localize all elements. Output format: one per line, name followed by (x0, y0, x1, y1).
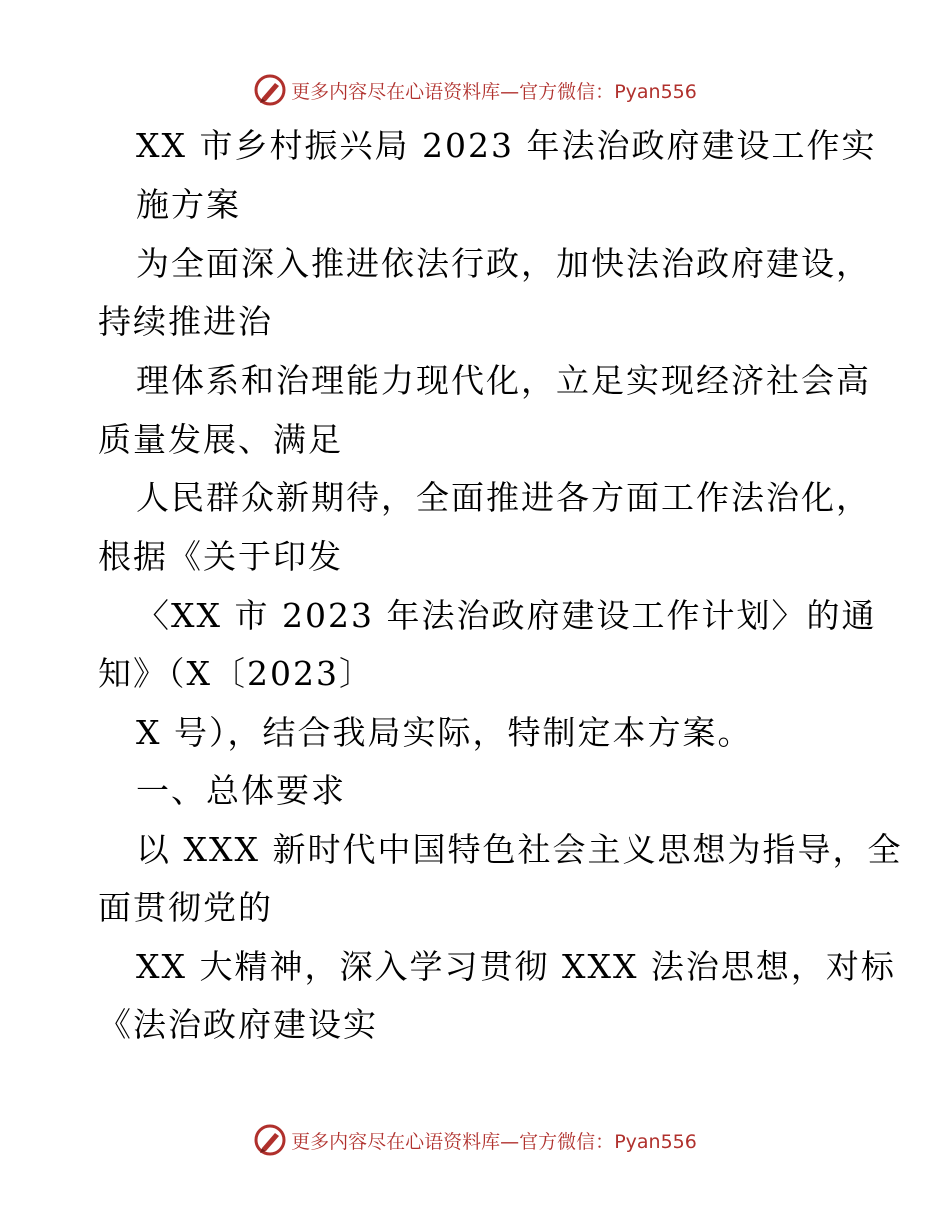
doc-text-line: X 号），结合我局实际，特制定本方案。 (136, 713, 753, 752)
footer-banner (0, 1120, 950, 1160)
doc-text-line: 理体系和治理能力现代化，立足实现经济社会高 (136, 361, 871, 400)
banner-separator: — (500, 80, 520, 103)
pen-logo-icon (253, 1123, 287, 1157)
doc-text-line: 以 XXX 新时代中国特色社会主义思想为指导，全 (136, 830, 903, 869)
banner-site-text: 更多内容尽在心语资料库 (291, 80, 501, 103)
banner-separator: — (500, 1130, 520, 1153)
doc-text-line: 为全面深入推进依法行政，加快法治政府建设， (136, 244, 871, 283)
doc-text-line: 根据《关于印发 (98, 537, 343, 576)
section-heading: 一、总体要求 (136, 771, 346, 810)
doc-text-line: XX 大精神，深入学习贯彻 XXX 法治思想，对标 (136, 947, 896, 986)
banner-wechat-label: 官方微信： (519, 80, 615, 103)
banner-text (291, 77, 697, 104)
pen-logo-icon (253, 73, 287, 107)
banner-wechat-label: 官方微信： (519, 1130, 615, 1153)
doc-text-line: 面贯彻党的 (98, 888, 273, 927)
doc-text-line: 〈XX 市 2023 年法治政府建设工作计划〉的通 (136, 596, 877, 635)
banner-wechat-id: Pyan556 (614, 1130, 697, 1153)
doc-title-line-2: 施方案 (136, 185, 241, 224)
doc-text-line: 人民群众新期待，全面推进各方面工作法治化， (136, 478, 871, 517)
doc-text-line: 质量发展、满足 (98, 420, 343, 459)
doc-text-line: 《法治政府建设实 (98, 1005, 378, 1044)
banner-wechat-id: Pyan556 (614, 80, 697, 103)
doc-text-line: 持续推进治 (98, 302, 273, 341)
banner-text (291, 1127, 697, 1154)
banner-site-text: 更多内容尽在心语资料库 (291, 1130, 501, 1153)
header-banner (0, 70, 950, 110)
doc-text-line: 知》（X〔2023〕 (98, 654, 374, 693)
doc-title-line-1: XX 市乡村振兴局 2023 年法治政府建设工作实 (136, 126, 877, 165)
